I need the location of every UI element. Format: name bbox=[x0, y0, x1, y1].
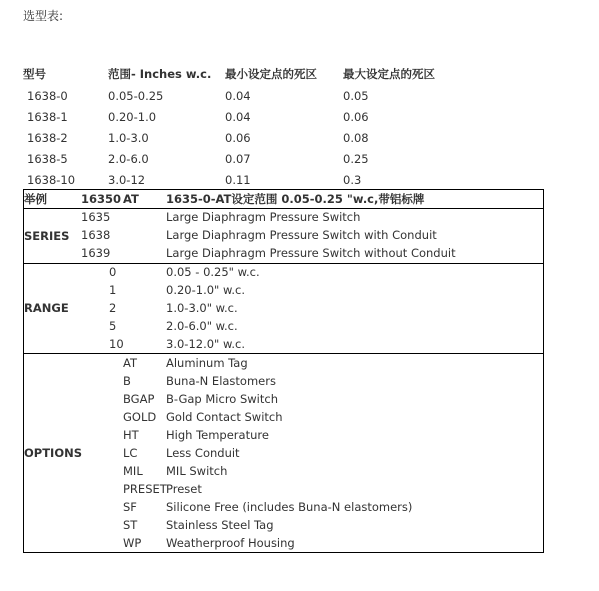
model-header-max-deadband: 最大设定点的死区 bbox=[343, 67, 435, 81]
model-cell: 1638-2 bbox=[27, 131, 68, 145]
series-description: Large Diaphragm Pressure Switch without Conduit bbox=[166, 246, 456, 260]
options-code: AT bbox=[123, 356, 137, 370]
options-code: WP bbox=[123, 536, 142, 550]
series-section-label: SERIES bbox=[24, 229, 70, 243]
options-description: Weatherproof Housing bbox=[166, 536, 295, 550]
min-deadband-cell: 0.04 bbox=[225, 110, 251, 124]
intro-label: 选型表: bbox=[23, 9, 64, 23]
options-description: Less Conduit bbox=[166, 446, 240, 460]
model-header-model: 型号 bbox=[23, 67, 46, 81]
series-code: 1639 bbox=[81, 246, 111, 260]
range-section-label: RANGE bbox=[24, 301, 69, 315]
range-code: 10 bbox=[109, 337, 124, 351]
series-description: Large Diaphragm Pressure Switch bbox=[166, 210, 361, 224]
options-description: Preset bbox=[166, 482, 202, 496]
series-code: 1638 bbox=[81, 228, 111, 242]
model-cell: 1638-5 bbox=[27, 152, 68, 166]
min-deadband-cell: 0.06 bbox=[225, 131, 251, 145]
example-description: 1635-0-AT设定范围 0.05-0.25 "w.c,带铝标牌 bbox=[166, 192, 425, 206]
options-description: Stainless Steel Tag bbox=[166, 518, 274, 532]
options-code: B bbox=[123, 374, 131, 388]
range-cell: 0.05-0.25 bbox=[108, 89, 164, 103]
range-cell: 1.0-3.0 bbox=[108, 131, 149, 145]
min-deadband-cell: 0.07 bbox=[225, 152, 251, 166]
options-description: High Temperature bbox=[166, 428, 269, 442]
range-description: 2.0-6.0" w.c. bbox=[166, 319, 238, 333]
options-code: PRESET bbox=[123, 482, 167, 496]
example-series: 16350 bbox=[81, 192, 122, 206]
model-header-min-deadband: 最小设定点的死区 bbox=[225, 67, 317, 81]
example-label: 举例 bbox=[24, 192, 47, 206]
options-description: B-Gap Micro Switch bbox=[166, 392, 279, 406]
spec-table-top-border bbox=[23, 189, 543, 190]
options-code: LC bbox=[123, 446, 138, 460]
series-code: 1635 bbox=[81, 210, 111, 224]
options-code: ST bbox=[123, 518, 138, 532]
options-code: GOLD bbox=[123, 410, 157, 424]
model-cell: 1638-0 bbox=[27, 89, 68, 103]
min-deadband-cell: 0.04 bbox=[225, 89, 251, 103]
model-cell: 1638-10 bbox=[27, 173, 76, 187]
model-header-range: 范围- Inches w.c. bbox=[108, 67, 212, 81]
spec-table-left-border bbox=[23, 189, 24, 553]
range-code: 5 bbox=[109, 319, 117, 333]
spec-table-bottom-border bbox=[23, 552, 543, 553]
options-section-label: OPTIONS bbox=[24, 446, 83, 460]
spec-table-divider bbox=[23, 263, 543, 264]
example-option: AT bbox=[123, 192, 139, 206]
range-cell: 0.20-1.0 bbox=[108, 110, 157, 124]
range-description: 1.0-3.0" w.c. bbox=[166, 301, 238, 315]
options-description: Silicone Free (includes Buna-N elastomers) bbox=[166, 500, 413, 514]
options-description: Buna-N Elastomers bbox=[166, 374, 276, 388]
range-code: 0 bbox=[109, 265, 117, 279]
max-deadband-cell: 0.05 bbox=[343, 89, 369, 103]
spec-table-divider bbox=[23, 353, 543, 354]
options-code: SF bbox=[123, 500, 137, 514]
range-description: 0.05 - 0.25" w.c. bbox=[166, 265, 260, 279]
spec-table-divider bbox=[23, 208, 543, 209]
spec-table-right-border bbox=[543, 189, 544, 553]
range-code: 2 bbox=[109, 301, 117, 315]
range-cell: 3.0-12 bbox=[108, 173, 146, 187]
options-description: MIL Switch bbox=[166, 464, 228, 478]
range-description: 3.0-12.0" w.c. bbox=[166, 337, 245, 351]
model-cell: 1638-1 bbox=[27, 110, 68, 124]
max-deadband-cell: 0.3 bbox=[343, 173, 362, 187]
max-deadband-cell: 0.08 bbox=[343, 131, 369, 145]
options-code: MIL bbox=[123, 464, 143, 478]
range-code: 1 bbox=[109, 283, 117, 297]
max-deadband-cell: 0.06 bbox=[343, 110, 369, 124]
range-cell: 2.0-6.0 bbox=[108, 152, 149, 166]
series-description: Large Diaphragm Pressure Switch with Conduit bbox=[166, 228, 437, 242]
range-description: 0.20-1.0" w.c. bbox=[166, 283, 245, 297]
max-deadband-cell: 0.25 bbox=[343, 152, 369, 166]
options-code: HT bbox=[123, 428, 139, 442]
options-description: Aluminum Tag bbox=[166, 356, 248, 370]
options-code: BGAP bbox=[123, 392, 155, 406]
options-description: Gold Contact Switch bbox=[166, 410, 283, 424]
min-deadband-cell: 0.11 bbox=[225, 173, 251, 187]
